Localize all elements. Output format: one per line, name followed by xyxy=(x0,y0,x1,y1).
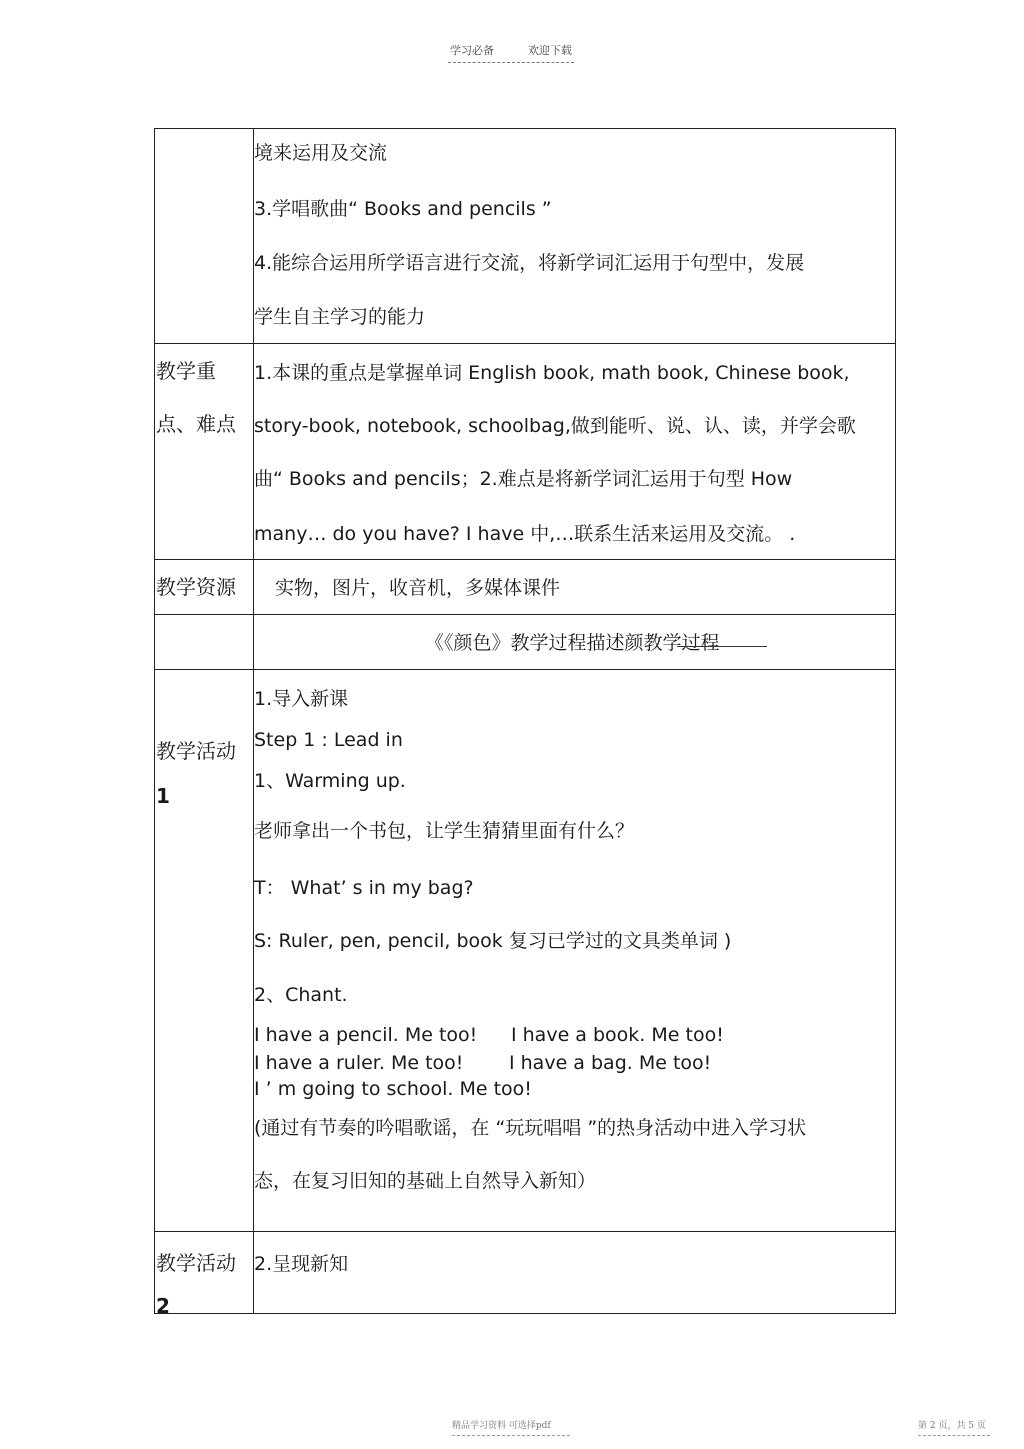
lesson-plan-table xyxy=(154,128,896,1318)
activity1-line-1: 1.导入新课 xyxy=(254,688,349,710)
focus-line-3: 曲“ Books and pencils；2.难点是将新学词汇运用于句型 How xyxy=(254,468,793,490)
activity2-text: 2.呈现新知 xyxy=(254,1253,349,1275)
activity1-line-8a: I have a pencil. Me too! xyxy=(254,1024,478,1046)
process-title: 《《颜色》教学过程描述颜教学过程 xyxy=(425,632,720,654)
activity1-line-5: T： What’ s in my bag? xyxy=(254,877,474,899)
header-right-text: 欢迎下载 xyxy=(528,44,572,57)
activity1-line-8b: I have a book. Me too! xyxy=(511,1024,724,1046)
focus-label-line-1: 教学重 xyxy=(156,359,216,383)
goals-line-3: 4.能综合运用所学语言进行交流，将新学词汇运用于句型中，发展 xyxy=(254,252,805,274)
activity1-label-line-2: 1 xyxy=(156,784,170,808)
activity2-label-line-2: 2 xyxy=(156,1294,170,1318)
page-header xyxy=(448,40,574,63)
activity1-line-3: 1、Warming up. xyxy=(254,770,406,792)
goals-line-4: 学生自主学习的能力 xyxy=(254,306,426,328)
resources-text: 实物，图片，收音机，多媒体课件 xyxy=(275,577,561,599)
row-divider-1 xyxy=(155,343,895,344)
page-number: 第 2 页，共 5 页 xyxy=(918,1418,990,1436)
row-divider-2 xyxy=(155,559,895,560)
activity1-line-12: 态，在复习旧知的基础上自然导入新知） xyxy=(254,1170,597,1192)
focus-label-line-2: 点、难点 xyxy=(156,412,236,436)
row-divider-3 xyxy=(155,614,895,615)
activity1-line-2: Step 1 : Lead in xyxy=(254,729,403,751)
activity1-line-10: I ’ m going to school. Me too! xyxy=(254,1078,532,1100)
footer-left-text: 精品学习资料 可选择pdf xyxy=(452,1418,570,1436)
activity2-label-line-1: 教学活动 xyxy=(156,1251,236,1275)
focus-line-4: many… do you have? I have 中,…联系生活来运用及交流。 . xyxy=(254,523,796,545)
goals-line-2: 3.学唱歌曲“ Books and pencils ” xyxy=(254,198,552,220)
activity1-label-line-1: 教学活动 xyxy=(156,739,236,763)
activity1-line-6: S: Ruler, pen, pencil, book 复习已学过的文具类单词 ) xyxy=(254,930,732,952)
row-divider-5 xyxy=(155,1231,895,1232)
resources-label: 教学资源 xyxy=(156,575,236,599)
activity1-line-7: 2、Chant. xyxy=(254,984,348,1006)
strike-line xyxy=(677,646,767,647)
activity1-line-4: 老师拿出一个书包，让学生猜猜里面有什么？ xyxy=(254,820,635,842)
activity1-line-11: (通过有节奏的吟唱歌谣，在 “玩玩唱唱 ”的热身活动中进入学习状 xyxy=(254,1117,807,1139)
activity1-line-9b: I have a bag. Me too! xyxy=(509,1052,712,1074)
focus-line-1: 1.本课的重点是掌握单词 English book, math book, Chinese book, xyxy=(254,362,850,384)
header-left-text: 学习必备 xyxy=(450,44,494,57)
activity1-line-9a: I have a ruler. Me too! xyxy=(254,1052,464,1074)
goals-line-1: 境来运用及交流 xyxy=(254,142,388,164)
focus-line-2: story-book, notebook, schoolbag,做到能听、说、认、读，并学会歌 xyxy=(254,415,856,437)
row-divider-4 xyxy=(155,669,895,670)
